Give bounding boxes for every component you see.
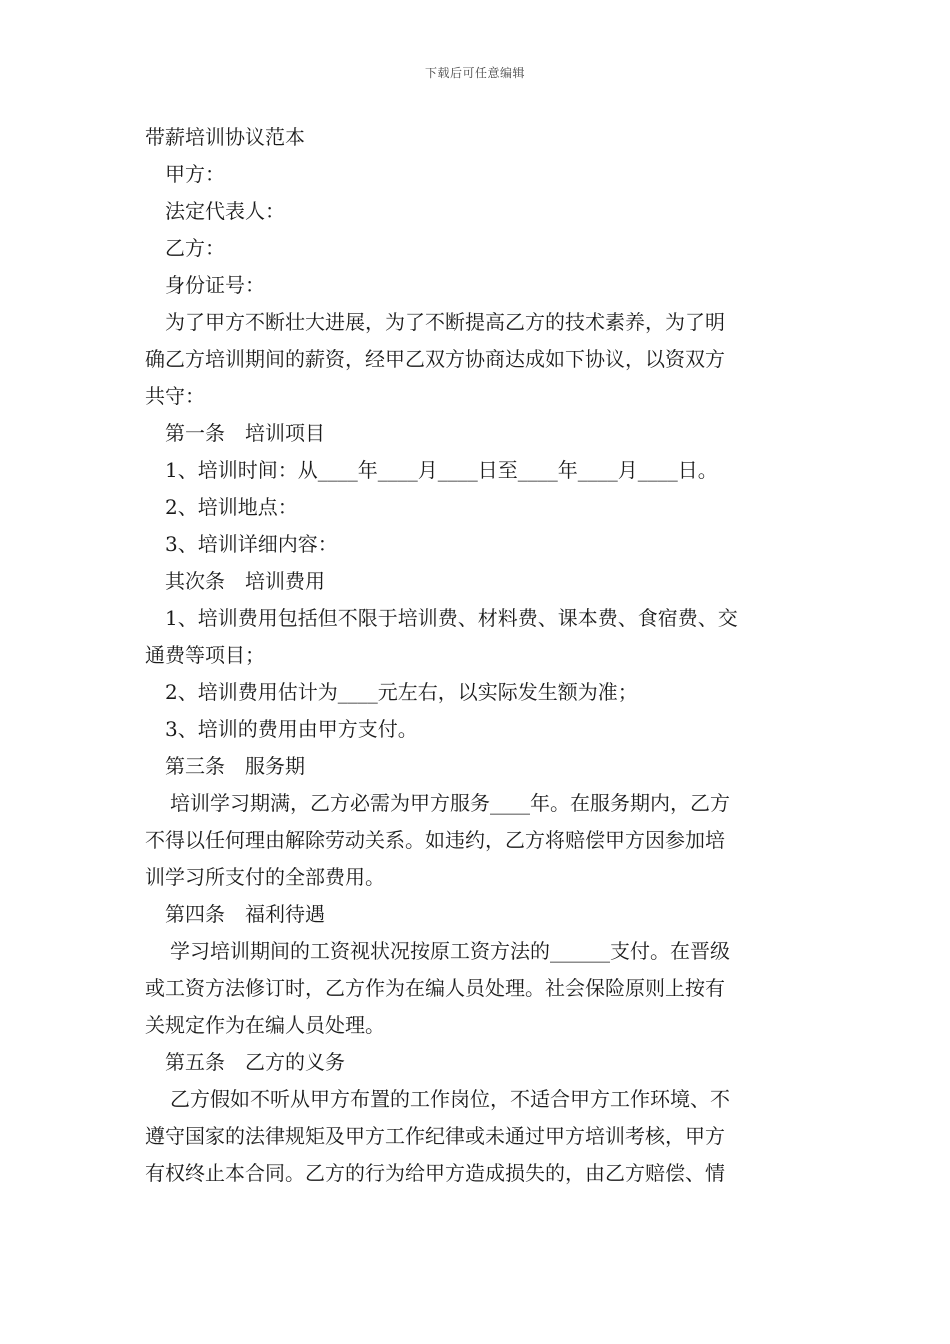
article-1-heading: 第一条 培训项目 — [165, 421, 325, 445]
document-body — [145, 119, 817, 1192]
article-4-paragraph-line-3: 关规定作为在编人员处理。 — [145, 1013, 385, 1037]
party-a-line: 甲方： — [165, 162, 225, 186]
article-1-item-2: 2、培训地点： — [165, 495, 298, 519]
article-3-paragraph-line-2: 不得以任何理由解除劳动关系。如违约，乙方将赔偿甲方因参加培 — [145, 828, 725, 852]
article-2-item-1-line-2: 通费等项目； — [145, 643, 265, 667]
article-3-heading: 第三条 服务期 — [165, 754, 305, 778]
article-5-paragraph-line-2: 遵守国家的法律规矩及甲方工作纪律或未通过甲方培训考核，甲方 — [145, 1124, 725, 1148]
article-1-item-1: 1、培训时间：从____年____月____日至____年____月____日。 — [165, 458, 718, 482]
article-4-paragraph-line-1: 学习培训期间的工资视状况按原工资方法的______支付。在晋级 — [170, 939, 730, 963]
party-b-line: 乙方： — [165, 236, 225, 260]
id-number-line: 身份证号： — [165, 273, 265, 297]
preamble-line-2: 确乙方培训期间的薪资，经甲乙双方协商达成如下协议，以资双方 — [145, 347, 725, 371]
article-5-heading: 第五条 乙方的义务 — [165, 1050, 345, 1074]
article-3-paragraph-line-3: 训学习所支付的全部费用。 — [145, 865, 385, 889]
article-5-paragraph-line-3: 有权终止本合同。乙方的行为给甲方造成损失的，由乙方赔偿、情 — [145, 1161, 725, 1185]
preamble-line-3: 共守： — [145, 384, 205, 408]
header-note: 下载后可任意编辑 — [424, 66, 525, 80]
article-2-item-1-line-1: 1、培训费用包括但不限于培训费、材料费、课本费、食宿费、交 — [165, 606, 738, 630]
article-4-heading: 第四条 福利待遇 — [165, 902, 325, 926]
article-2-heading: 其次条 培训费用 — [165, 569, 325, 593]
article-5-paragraph-line-1: 乙方假如不听从甲方布置的工作岗位，不适合甲方工作环境、不 — [170, 1087, 730, 1111]
article-3-paragraph-line-1: 培训学习期满，乙方必需为甲方服务____年。在服务期内，乙方 — [170, 791, 730, 815]
article-2-item-2: 2、培训费用估计为____元左右，以实际发生额为准； — [165, 680, 638, 704]
preamble-line-1: 为了甲方不断壮大进展，为了不断提高乙方的技术素养，为了明 — [165, 310, 725, 334]
legal-representative-line: 法定代表人： — [165, 199, 285, 223]
article-1-item-3: 3、培训详细内容： — [165, 532, 338, 556]
document-title: 带薪培训协议范本 — [145, 125, 305, 149]
article-4-paragraph-line-2: 或工资方法修订时，乙方作为在编人员处理。社会保险原则上按有 — [145, 976, 725, 1000]
article-2-item-3: 3、培训的费用由甲方支付。 — [165, 717, 418, 741]
